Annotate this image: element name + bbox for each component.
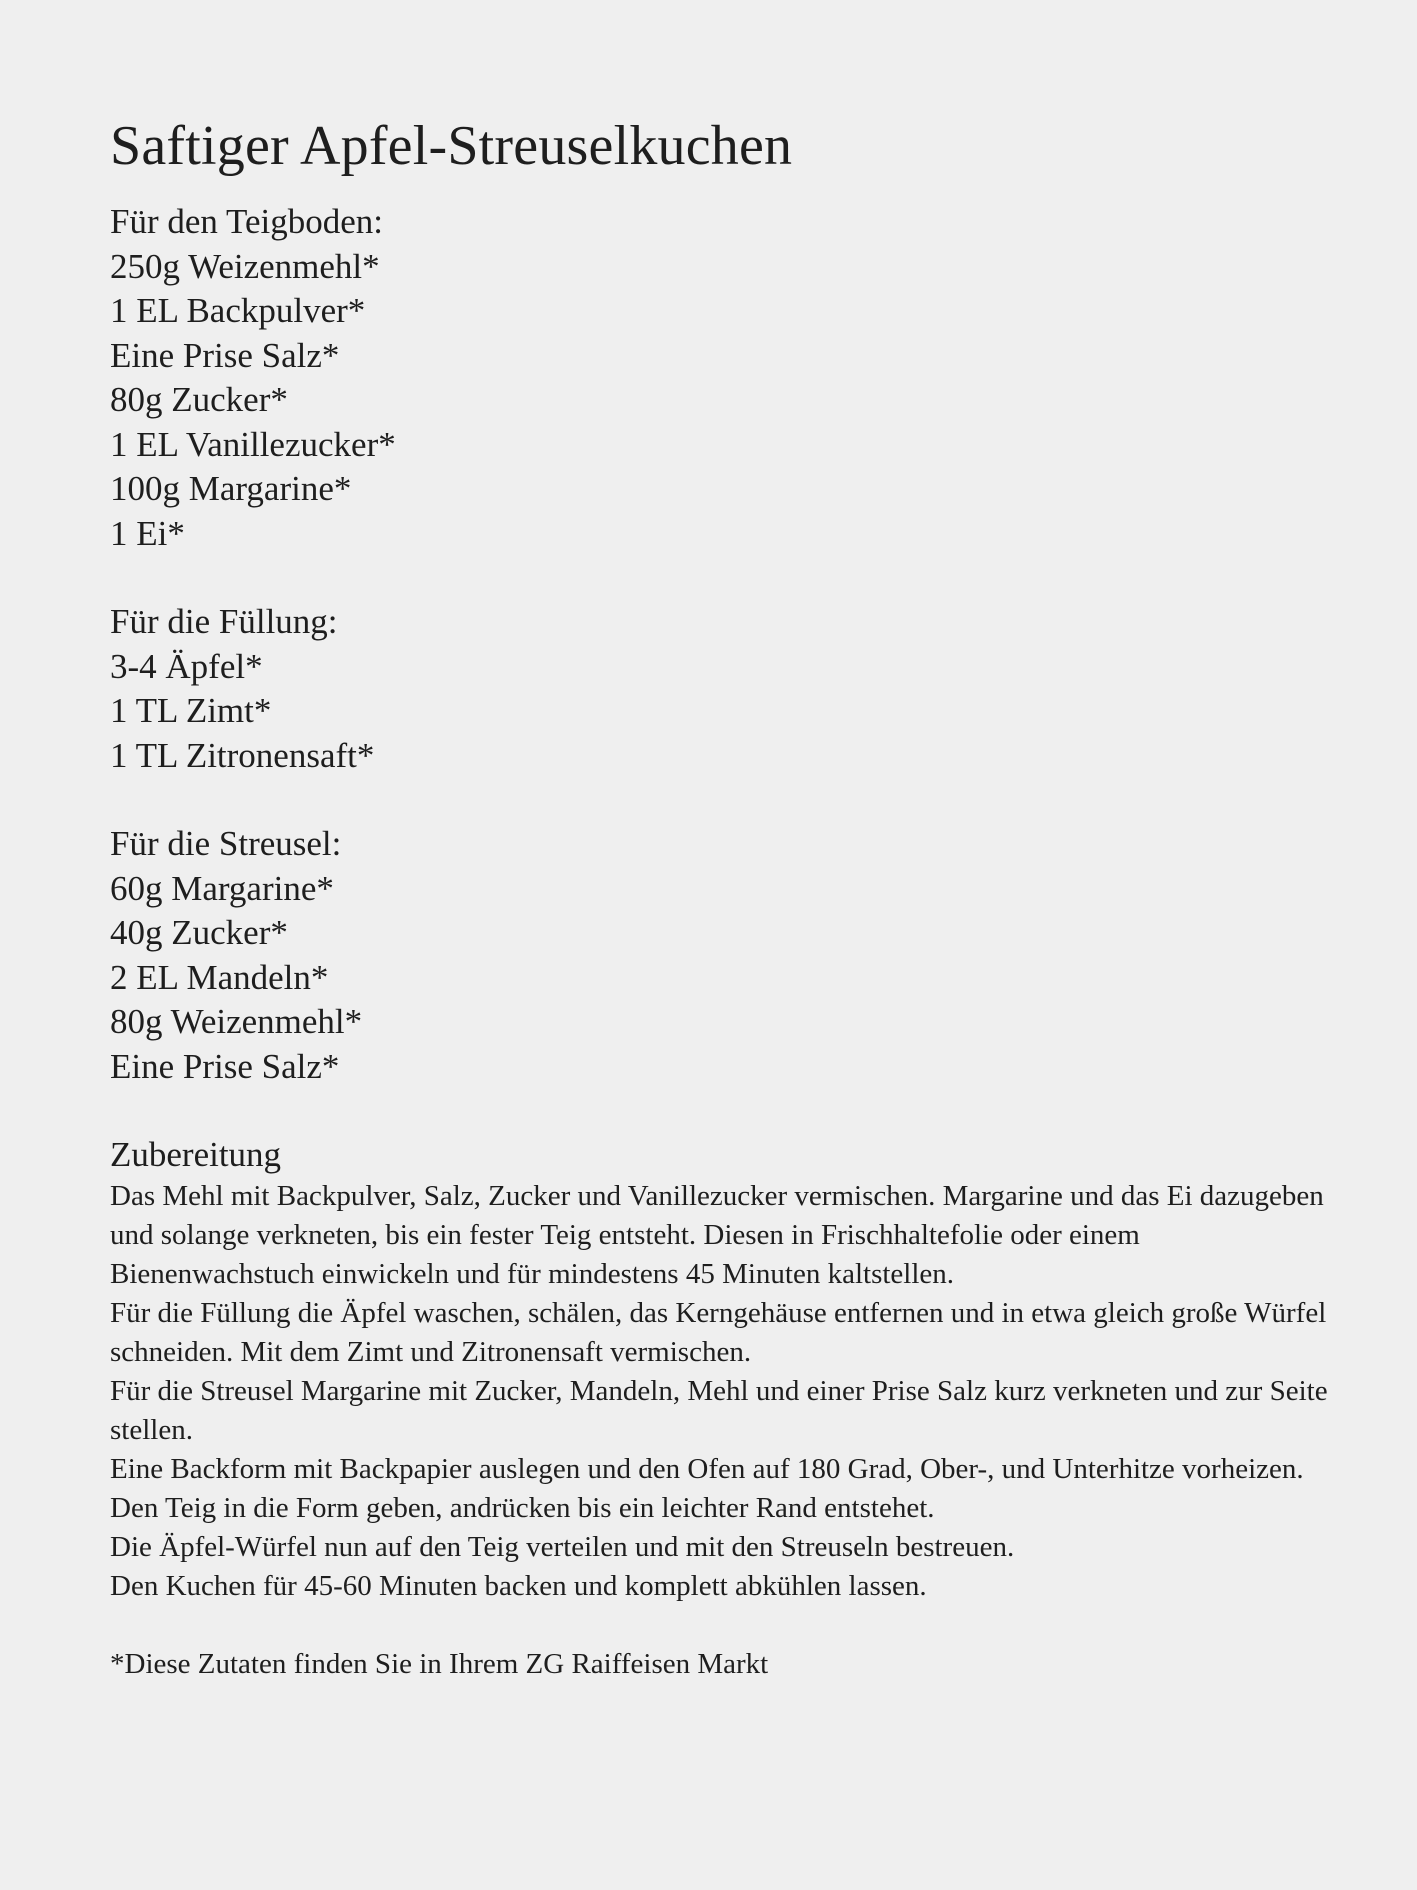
preparation-paragraph: Eine Backform mit Backpapier auslegen und den Ofen auf 180 Grad, Ober-, und Unterhitze vorheizen. Den Teig in die Form geben, andrücken bis ein leichter Rand entstehet. (110, 1453, 1304, 1524)
ingredient-item: 1 EL Vanillezucker* (110, 424, 396, 464)
ingredient-item: 250g Weizenmehl* (110, 246, 380, 286)
preparation-paragraph: Den Kuchen für 45-60 Minuten backen und komplett abkühlen lassen. (110, 1570, 927, 1602)
recipe-title: Saftiger Apfel-Streuselkuchen (110, 115, 793, 177)
ingredient-item: 80g Zucker* (110, 380, 288, 419)
section-heading: Für die Füllung: (110, 602, 338, 641)
ingredients-section-streusel (110, 822, 1330, 1089)
footnote: *Diese Zutaten finden Sie in Ihrem ZG Raiffeisen Markt (110, 1648, 769, 1680)
section-heading: Für die Streusel: (110, 824, 342, 863)
ingredient-item: 1 TL Zitronensaft* (110, 735, 375, 775)
ingredient-item: 1 Ei* (110, 513, 185, 553)
ingredient-item: Eine Prise Salz* (110, 1046, 340, 1086)
ingredient-item: 1 EL Backpulver* (110, 291, 366, 330)
section-heading: Für den Teigboden: (110, 202, 383, 241)
preparation-section (110, 1133, 1330, 1606)
ingredient-item: 100g Margarine* (110, 469, 352, 508)
ingredient-item: 2 EL Mandeln* (110, 957, 329, 997)
ingredient-item: 40g Zucker* (110, 913, 288, 952)
ingredient-item: 1 TL Zimt* (110, 691, 272, 730)
ingredient-item: Eine Prise Salz* (110, 335, 340, 375)
preparation-heading: Zubereitung (110, 1135, 282, 1174)
preparation-paragraph: Das Mehl mit Backpulver, Salz, Zucker und Vanillezucker vermischen. Margarine und das Ei dazugeben und solange verkneten, bis ein fester Teig entsteht. Diesen in Frischhaltefolie oder einem Bienenwachstuch einwickeln und für mindestens 45 Minuten kaltstellen. (110, 1180, 1324, 1290)
preparation-paragraph: Die Äpfel-Würfel nun auf den Teig verteilen und mit den Streuseln bestreuen. (110, 1531, 1015, 1563)
recipe-page (110, 112, 1330, 1684)
ingredients-section-filling (110, 600, 1330, 778)
ingredient-item: 80g Weizenmehl* (110, 1002, 363, 1041)
preparation-paragraph: Für die Streusel Margarine mit Zucker, Mandeln, Mehl und einer Prise Salz kurz verkneten und zur Seite stellen. (110, 1375, 1328, 1446)
ingredient-item: 3-4 Äpfel* (110, 646, 263, 686)
ingredients-section-dough (110, 200, 1330, 556)
preparation-paragraph: Für die Füllung die Äpfel waschen, schälen, das Kerngehäuse entfernen und in etwa gleich große Würfel schneiden. Mit dem Zimt und Zitronensaft vermischen. (110, 1297, 1327, 1368)
ingredient-item: 60g Margarine* (110, 868, 334, 908)
